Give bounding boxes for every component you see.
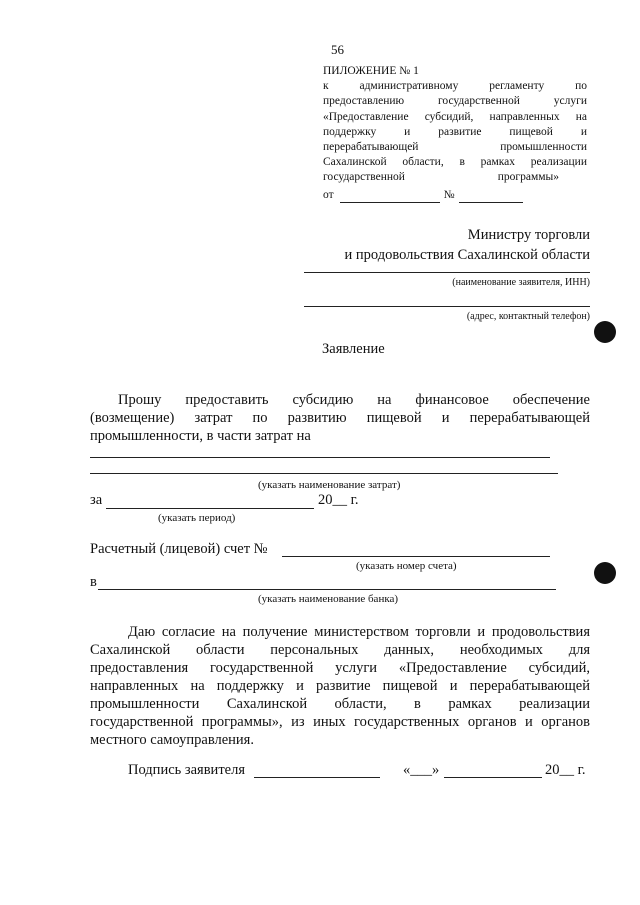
period-year: 20__ г. (318, 492, 359, 508)
date-field[interactable] (340, 190, 440, 203)
appendix-title: ПИЛОЖЕНИЕ № 1 (323, 65, 419, 77)
appendix-line: государственной программы» (323, 171, 559, 184)
expenses-field-line-2[interactable] (90, 473, 558, 474)
request-line: промышленности, в части затрат на (90, 428, 311, 444)
consent-line: государственной программы», из иных государственных органов и органов (90, 714, 590, 730)
signature-day: «___» (403, 762, 440, 778)
period-field[interactable] (106, 508, 314, 509)
consent-line: местного самоуправления. (90, 732, 254, 748)
appendix-line: предоставлению государственной услуги (323, 95, 587, 108)
addressee (344, 225, 590, 265)
account-hint: (указать номер счета) (356, 560, 457, 572)
appendix-line: «Предоставление субсидий, направленных на (323, 110, 587, 123)
appendix-line: к административному регламенту по (323, 80, 587, 93)
page-number: 56 (331, 42, 344, 57)
appendix-dateline (323, 188, 587, 203)
consent-line: предоставления государственной услуги «Предоставление субсидий, (90, 660, 590, 676)
consent-line: Сахалинской области персональных данных, необходимых для (90, 642, 590, 658)
period-hint: (указать период) (158, 512, 236, 524)
request-paragraph (90, 391, 590, 445)
consent-line: направленных на поддержку и развитие пищевой и перерабатывающей (90, 678, 590, 694)
number-sign: № (443, 188, 455, 201)
statement-title: Заявление (322, 341, 385, 357)
expenses-field-line-1[interactable] (90, 457, 550, 458)
request-line: Прошу предоставить субсидию на финансовое обеспечение (118, 392, 590, 408)
appendix-line: поддержку и развитие пищевой и (323, 125, 587, 138)
appendix-header (323, 64, 587, 203)
consent-paragraph (90, 623, 590, 749)
applicant-name-hint: (наименование заявителя, ИНН) (452, 277, 590, 288)
appendix-line: Сахалинской области, в рамках реализации (323, 156, 587, 169)
signature-month-field[interactable] (444, 777, 542, 778)
appendix-line: перерабатывающей промышленности (323, 141, 587, 154)
applicant-address-field[interactable] (304, 306, 590, 307)
signature-label: Подпись заявителя (128, 762, 245, 778)
consent-line: промышленности Сахалинской области, в рамках реализации (90, 696, 590, 712)
request-line: (возмещение) затрат по развитию пищевой и перерабатывающей (90, 410, 590, 426)
applicant-address-hint: (адрес, контактный телефон) (466, 311, 590, 322)
bank-hint: (указать наименование банка) (258, 593, 399, 605)
hole-punch-mark (594, 321, 616, 343)
expenses-hint: (указать наименование затрат) (258, 479, 401, 491)
applicant-name-field[interactable] (304, 272, 590, 273)
number-field[interactable] (459, 190, 523, 203)
consent-line: Даю согласие на получение министерством торговли и продовольствия (128, 624, 590, 640)
account-field[interactable] (282, 556, 550, 557)
signature-year: 20__ г. (545, 762, 586, 778)
bank-prefix: в (90, 574, 97, 590)
signature-field[interactable] (254, 777, 380, 778)
period-prefix: за (90, 492, 103, 508)
hole-punch-mark (594, 562, 616, 584)
addressee-line-1: Министру торговли (467, 227, 590, 243)
addressee-line-2: и продовольствия Сахалинской области (344, 247, 590, 263)
account-label: Расчетный (лицевой) счет № (90, 541, 268, 557)
date-prefix: от (323, 188, 334, 201)
bank-field[interactable] (98, 589, 556, 590)
